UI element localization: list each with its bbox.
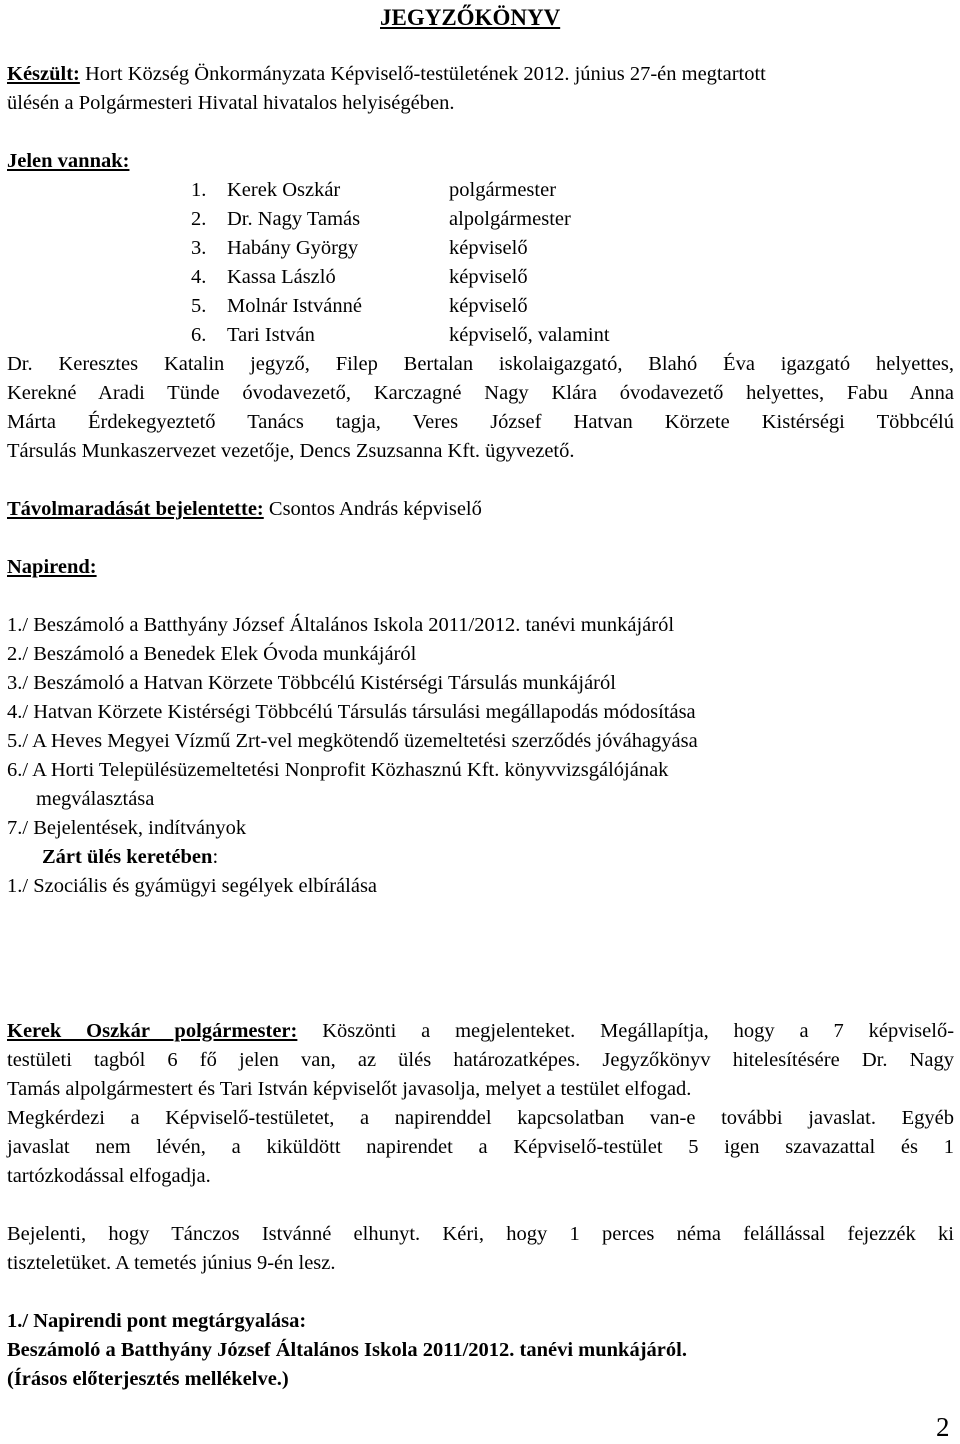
member-name: Kassa László — [227, 266, 336, 288]
agenda-point-subject: Beszámoló a Batthyány József Általános Iskola 2011/2012. tanévi munkájáról. — [7, 1339, 687, 1361]
member-name: Dr. Nagy Tamás — [227, 208, 361, 230]
agenda-item: 7./ Bejelentések, indítványok — [7, 817, 247, 839]
member-role: képviselő, valamint — [449, 324, 610, 346]
others-line: Társulás Munkaszervezet vezetője, Dencs Zsuzsanna Kft. ügyvezető. — [7, 440, 575, 462]
speech-line-1 — [7, 1021, 954, 1042]
member-number: 1. — [191, 179, 207, 201]
agenda-point-note: (Írásos előterjesztés mellékelve.) — [7, 1368, 289, 1390]
document-title: JEGYZŐKÖNYV — [380, 5, 561, 30]
page-number: 2 — [936, 1412, 950, 1442]
agenda-item: 2./ Beszámoló a Benedek Elek Óvoda munkájáról — [7, 643, 417, 665]
member-role: képviselő — [449, 295, 528, 317]
jelen-label: Jelen vannak: — [7, 150, 130, 172]
agenda-item: 4./ Hatvan Körzete Kistérségi Többcélú Társulás társulási megállapodás módosítása — [7, 701, 696, 723]
closed-session-label — [42, 847, 218, 868]
absence-line — [7, 499, 482, 520]
member-role: alpolgármester — [449, 208, 571, 230]
member-number: 6. — [191, 324, 207, 346]
member-role: képviselő — [449, 237, 528, 259]
speech-line: Tamás alpolgármestert és Tari István képviselőt javasolja, melyet a testület elfogad. — [7, 1078, 692, 1100]
speech-line: tartózkodással elfogadja. — [7, 1165, 211, 1187]
keszult-line-2: ülésén a Polgármesteri Hivatal hivatalos helyiségében. — [7, 92, 455, 114]
closed-session-text: Zárt ülés keretében — [42, 846, 213, 868]
absence-text: Csontos András képviselő — [268, 498, 482, 520]
others-line: Dr. Keresztes Katalin jegyző, Filep Bertalan iskolaigazgató, Blahó Éva igazgató helyettes, — [7, 353, 954, 375]
member-number: 4. — [191, 266, 207, 288]
member-number: 5. — [191, 295, 207, 317]
keszult-label: Készült: — [7, 63, 80, 85]
member-name: Molnár Istvánné — [227, 295, 362, 317]
agenda-item: 6./ A Horti Településüzemeltetési Nonprofit Közhasznú Kft. könyvvizsgálójának — [7, 759, 669, 781]
member-name: Kerek Oszkár — [227, 179, 341, 201]
keszult-text-1: Hort Község Önkormányzata Képviselő-testületének 2012. június 27-én megtartott — [85, 63, 766, 85]
announcement-line: Bejelenti, hogy Tánczos Istvánné elhunyt. Kéri, hogy 1 perces néma felállással fejezzék ki — [7, 1223, 954, 1245]
closed-session-item: 1./ Szociális és gyámügyi segélyek elbírálása — [7, 875, 378, 897]
speech-text-1: Köszönti a megjelenteket. Megállapítja, hogy a 7 képviselő- — [322, 1020, 955, 1042]
agenda-point-heading: 1./ Napirendi pont megtárgyalása: — [7, 1310, 307, 1332]
member-role: polgármester — [449, 179, 557, 201]
member-name: Tari István — [227, 324, 315, 346]
speaker-label: Kerek Oszkár polgármester: — [7, 1020, 298, 1042]
member-role: képviselő — [449, 266, 528, 288]
speech-line: Megkérdezi a Képviselő-testületet, a napirenddel kapcsolatban van-e további javaslat. Egyéb — [7, 1107, 954, 1129]
agenda-item: 3./ Beszámoló a Hatvan Körzete Többcélú Kistérségi Társulás munkájáról — [7, 672, 616, 694]
closed-session-colon: : — [212, 846, 219, 868]
speech-line: testületi tagból 6 fő jelen van, az ülés határozatképes. Jegyzőkönyv hitelesítésére Dr. Nagy — [7, 1049, 954, 1071]
member-number: 2. — [191, 208, 207, 230]
speech-line: javaslat nem lévén, a kiküldött napirendet a Képviselő-testület 5 igen szavazattal és 1 — [7, 1136, 954, 1158]
member-name: Habány György — [227, 237, 359, 259]
announcement-line: tiszteletüket. A temetés június 9-én lesz. — [7, 1252, 336, 1274]
others-line: Kerekné Aradi Tünde óvodavezető, Karczagné Nagy Klára óvodavezető helyettes, Fabu Anna — [7, 382, 954, 404]
agenda-label: Napirend: — [7, 556, 97, 578]
agenda-item-continuation: megválasztása — [36, 788, 155, 810]
member-number: 3. — [191, 237, 207, 259]
agenda-item: 5./ A Heves Megyei Vízmű Zrt-vel megkötendő üzemeltetési szerződés jóváhagyása — [7, 730, 698, 752]
agenda-item: 1./ Beszámoló a Batthyány József Általános Iskola 2011/2012. tanévi munkájáról — [7, 614, 675, 636]
absence-label: Távolmaradását bejelentette: — [7, 498, 264, 520]
keszult-line-1 — [7, 64, 766, 85]
others-line: Márta Érdekegyeztető Tanács tagja, Veres József Hatvan Körzete Kistérségi Többcélú — [7, 411, 954, 433]
